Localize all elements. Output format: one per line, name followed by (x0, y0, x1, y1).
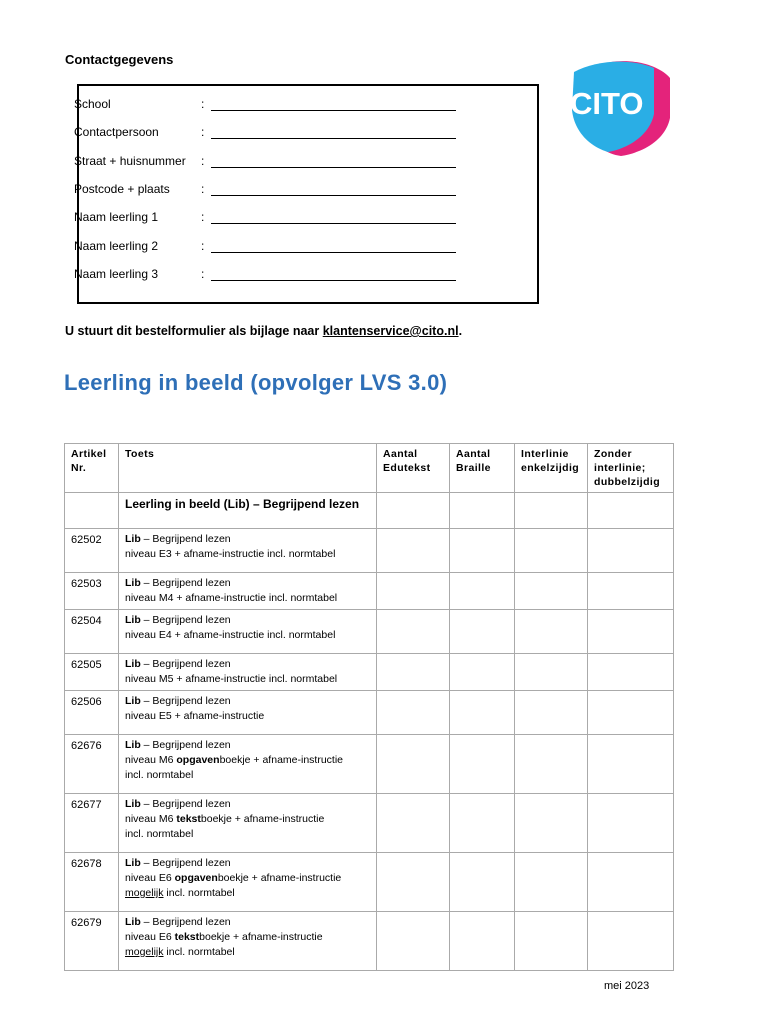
contact-field-colon: : (201, 154, 205, 168)
article-number: 62505 (65, 654, 119, 691)
qty-edutekst-cell[interactable] (377, 794, 450, 853)
section-title: Leerling in beeld (opvolger LVS 3.0) (64, 370, 448, 395)
contact-heading: Contactgegevens (65, 52, 174, 67)
test-description: Lib – Begrijpend lezen niveau E3 + afname-instructie incl. normtabel (119, 529, 377, 573)
contact-field-row (74, 239, 464, 255)
contact-field-input-line[interactable] (211, 252, 456, 253)
group-row (65, 493, 674, 529)
article-number: 62677 (65, 794, 119, 853)
qty-zonder-interlinie-cell[interactable] (588, 573, 674, 610)
table-row (65, 853, 674, 912)
contact-field-colon: : (201, 239, 205, 253)
email-link[interactable]: klantenservice@cito.nl (322, 324, 459, 338)
contact-field-label: School (74, 97, 111, 111)
qty-braille-cell[interactable] (450, 654, 515, 691)
contact-field-input-line[interactable] (211, 110, 456, 111)
qty-interlinie-cell[interactable] (515, 691, 588, 735)
qty-interlinie-cell[interactable] (515, 853, 588, 912)
qty-edutekst-cell[interactable] (377, 735, 450, 794)
qty-cell[interactable] (377, 493, 450, 529)
table-row (65, 573, 674, 610)
qty-braille-cell[interactable] (450, 573, 515, 610)
logo-text: CITO (570, 86, 644, 121)
qty-interlinie-cell[interactable] (515, 654, 588, 691)
col-header-toets: Toets (119, 444, 377, 493)
qty-braille-cell[interactable] (450, 735, 515, 794)
qty-braille-cell[interactable] (450, 912, 515, 971)
contact-field-row (74, 182, 464, 198)
qty-cell[interactable] (515, 493, 588, 529)
article-number: 62506 (65, 691, 119, 735)
qty-zonder-interlinie-cell[interactable] (588, 794, 674, 853)
contact-field-colon: : (201, 182, 205, 196)
test-description: Lib – Begrijpend lezen niveau M4 + afname-instructie incl. normtabel (119, 573, 377, 610)
qty-edutekst-cell[interactable] (377, 912, 450, 971)
contact-field-input-line[interactable] (211, 167, 456, 168)
test-description: Lib – Begrijpend lezen niveau E6 opgavenboekje + afname-instructie mogelijk incl. normtabel (119, 853, 377, 912)
contact-field-colon: : (201, 210, 205, 224)
contact-field-label: Straat + huisnummer (74, 154, 186, 168)
qty-interlinie-cell[interactable] (515, 794, 588, 853)
qty-cell[interactable] (450, 493, 515, 529)
contact-field-row (74, 210, 464, 226)
contact-field-colon: : (201, 125, 205, 139)
table-row (65, 794, 674, 853)
contact-field-input-line[interactable] (211, 138, 456, 139)
qty-zonder-interlinie-cell[interactable] (588, 853, 674, 912)
contact-field-row (74, 267, 464, 283)
test-description: Lib – Begrijpend lezen niveau E6 tekstboekje + afname-instructie mogelijk incl. normtabel (119, 912, 377, 971)
qty-interlinie-cell[interactable] (515, 610, 588, 654)
qty-zonder-interlinie-cell[interactable] (588, 691, 674, 735)
col-header-zonder-interlinie: Zonder interlinie; dubbelzijdig (588, 444, 674, 493)
qty-edutekst-cell[interactable] (377, 610, 450, 654)
contact-field-label: Naam leerling 2 (74, 239, 159, 253)
table-row (65, 735, 674, 794)
contact-field-input-line[interactable] (211, 223, 456, 224)
qty-edutekst-cell[interactable] (377, 853, 450, 912)
contact-field-row (74, 154, 464, 170)
test-description: Lib – Begrijpend lezen niveau M6 opgavenboekje + afname-instructie incl. normtabel (119, 735, 377, 794)
col-header-braille: Aantal Braille (450, 444, 515, 493)
qty-edutekst-cell[interactable] (377, 654, 450, 691)
contact-field-input-line[interactable] (211, 280, 456, 281)
qty-zonder-interlinie-cell[interactable] (588, 735, 674, 794)
qty-braille-cell[interactable] (450, 691, 515, 735)
qty-braille-cell[interactable] (450, 794, 515, 853)
qty-edutekst-cell[interactable] (377, 691, 450, 735)
qty-interlinie-cell[interactable] (515, 573, 588, 610)
table-row (65, 654, 674, 691)
article-number: 62503 (65, 573, 119, 610)
col-header-artikel: Artikel Nr. (65, 444, 119, 493)
contact-field-row (74, 97, 464, 113)
send-note: U stuurt dit bestelformulier als bijlage naar klantenservice@cito.nl. (65, 324, 463, 338)
table-row (65, 691, 674, 735)
contact-field-input-line[interactable] (211, 195, 456, 196)
article-number: 62676 (65, 735, 119, 794)
contact-field-label: Naam leerling 3 (74, 267, 159, 281)
qty-interlinie-cell[interactable] (515, 735, 588, 794)
table-header-row (65, 444, 674, 493)
qty-zonder-interlinie-cell[interactable] (588, 610, 674, 654)
qty-edutekst-cell[interactable] (377, 529, 450, 573)
qty-braille-cell[interactable] (450, 610, 515, 654)
article-number: 62678 (65, 853, 119, 912)
contact-field-row (74, 125, 464, 141)
group-title: Leerling in beeld (Lib) – Begrijpend lezen (119, 493, 377, 529)
col-header-interlinie: Interlinie enkelzijdig (515, 444, 588, 493)
qty-cell[interactable] (588, 493, 674, 529)
qty-zonder-interlinie-cell[interactable] (588, 654, 674, 691)
qty-interlinie-cell[interactable] (515, 529, 588, 573)
table-row (65, 912, 674, 971)
article-number: 62679 (65, 912, 119, 971)
contact-field-label: Naam leerling 1 (74, 210, 159, 224)
qty-zonder-interlinie-cell[interactable] (588, 912, 674, 971)
test-description: Lib – Begrijpend lezen niveau E5 + afname-instructie (119, 691, 377, 735)
test-description: Lib – Begrijpend lezen niveau M5 + afname-instructie incl. normtabel (119, 654, 377, 691)
contact-field-label: Postcode + plaats (74, 182, 170, 196)
table-row (65, 529, 674, 573)
contact-field-colon: : (201, 267, 205, 281)
contact-field-colon: : (201, 97, 205, 111)
contact-field-label: Contactpersoon (74, 125, 159, 139)
test-description: Lib – Begrijpend lezen niveau M6 tekstboekje + afname-instructie incl. normtabel (119, 794, 377, 853)
cito-logo (566, 58, 672, 156)
qty-interlinie-cell[interactable] (515, 912, 588, 971)
qty-edutekst-cell[interactable] (377, 573, 450, 610)
order-table (64, 443, 674, 971)
col-header-edutekst: Aantal Edutekst (377, 444, 450, 493)
article-number: 62504 (65, 610, 119, 654)
footer-date: mei 2023 (604, 980, 650, 992)
qty-zonder-interlinie-cell[interactable] (588, 529, 674, 573)
qty-braille-cell[interactable] (450, 529, 515, 573)
test-description: Lib – Begrijpend lezen niveau E4 + afname-instructie incl. normtabel (119, 610, 377, 654)
article-number: 62502 (65, 529, 119, 573)
qty-braille-cell[interactable] (450, 853, 515, 912)
table-row (65, 610, 674, 654)
